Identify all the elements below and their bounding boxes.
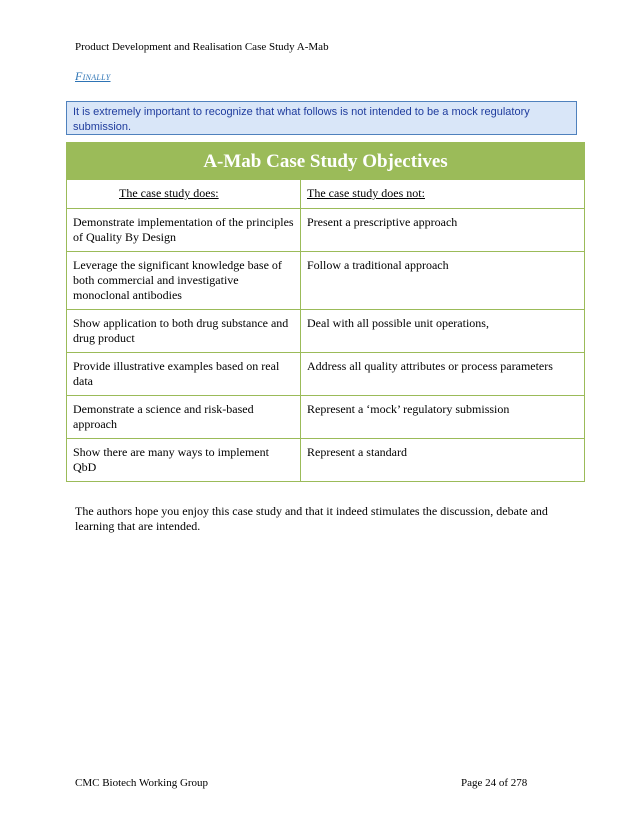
table-row xyxy=(67,209,585,252)
cell-does: Show there are many ways to implement QbD xyxy=(67,439,301,482)
running-header: Product Development and Realisation Case Study A-Mab xyxy=(75,41,329,53)
cell-does-not: Present a prescriptive approach xyxy=(301,209,585,252)
cell-does-not: Address all quality attributes or process parameters xyxy=(301,353,585,396)
closing-paragraph: The authors hope you enjoy this case study and that it indeed stimulates the discussion, debate and learning that are intended. xyxy=(75,504,548,533)
footer-organization: CMC Biotech Working Group xyxy=(75,777,209,789)
table-row xyxy=(67,396,585,439)
column-header-does: The case study does: xyxy=(67,180,301,209)
cell-does-not: Follow a traditional approach xyxy=(301,252,585,310)
table-title: A-Mab Case Study Objectives xyxy=(67,143,585,180)
cell-does: Demonstrate a science and risk-based approach xyxy=(67,396,301,439)
notice-box: It is extremely important to recognize that what follows is not intended to be a mock regulatory submission. xyxy=(66,101,577,135)
table-title-row xyxy=(67,143,585,180)
table-row xyxy=(67,353,585,396)
table-header-row xyxy=(67,180,585,209)
footer-page-number: Page 24 of 278 xyxy=(461,777,528,789)
cell-does: Demonstrate implementation of the principles of Quality By Design xyxy=(67,209,301,252)
cell-does-not: Represent a ‘mock’ regulatory submission xyxy=(301,396,585,439)
table-row xyxy=(67,252,585,310)
table-row xyxy=(67,439,585,482)
section-heading: Finally xyxy=(75,69,111,83)
cell-does: Show application to both drug substance and drug product xyxy=(67,310,301,353)
cell-does: Leverage the significant knowledge base of both commercial and investigative monoclonal antibodies xyxy=(67,252,301,310)
cell-does-not: Deal with all possible unit operations, xyxy=(301,310,585,353)
cell-does-not: Represent a standard xyxy=(301,439,585,482)
table-row xyxy=(67,310,585,353)
objectives-table xyxy=(66,142,585,482)
cell-does: Provide illustrative examples based on real data xyxy=(67,353,301,396)
column-header-does-not: The case study does not: xyxy=(301,180,585,209)
